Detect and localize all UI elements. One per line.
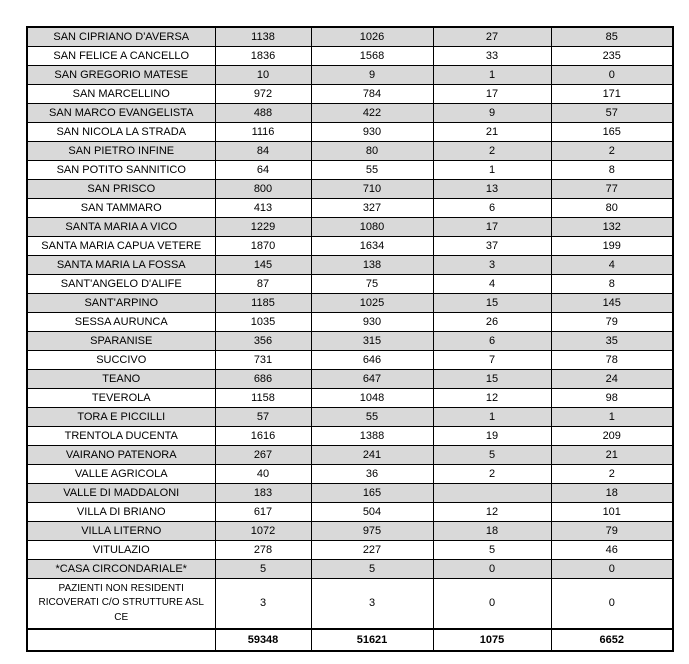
value-cell: 1026 bbox=[311, 27, 433, 47]
value-cell: 1 bbox=[433, 161, 551, 180]
value-cell: 15 bbox=[433, 370, 551, 389]
value-cell: 18 bbox=[433, 522, 551, 541]
table-row bbox=[27, 123, 673, 142]
table-row bbox=[27, 294, 673, 313]
value-cell: 80 bbox=[311, 142, 433, 161]
value-cell: 87 bbox=[215, 275, 311, 294]
value-cell: 241 bbox=[311, 446, 433, 465]
table-row bbox=[27, 256, 673, 275]
value-cell: 930 bbox=[311, 123, 433, 142]
value-cell: 55 bbox=[311, 161, 433, 180]
municipality-name-cell: SAN CIPRIANO D'AVERSA bbox=[27, 27, 215, 47]
value-cell: 1836 bbox=[215, 47, 311, 66]
value-cell: 315 bbox=[311, 332, 433, 351]
value-cell: 647 bbox=[311, 370, 433, 389]
municipality-name-cell: SANTA MARIA LA FOSSA bbox=[27, 256, 215, 275]
value-cell: 101 bbox=[551, 503, 673, 522]
value-cell: 1 bbox=[551, 408, 673, 427]
value-cell: 132 bbox=[551, 218, 673, 237]
value-cell: 0 bbox=[551, 579, 673, 630]
value-cell: 145 bbox=[551, 294, 673, 313]
value-cell: 64 bbox=[215, 161, 311, 180]
value-cell: 10 bbox=[215, 66, 311, 85]
value-cell: 5 bbox=[311, 560, 433, 579]
value-cell: 1048 bbox=[311, 389, 433, 408]
table-row bbox=[27, 237, 673, 256]
value-cell: 972 bbox=[215, 85, 311, 104]
table-row bbox=[27, 484, 673, 503]
value-cell: 731 bbox=[215, 351, 311, 370]
municipality-name-cell: SANTA MARIA CAPUA VETERE bbox=[27, 237, 215, 256]
municipality-name-cell: SAN NICOLA LA STRADA bbox=[27, 123, 215, 142]
table-row bbox=[27, 465, 673, 484]
value-cell: 21 bbox=[551, 446, 673, 465]
value-cell: 17 bbox=[433, 218, 551, 237]
value-cell: 1158 bbox=[215, 389, 311, 408]
value-cell: 57 bbox=[215, 408, 311, 427]
table-row bbox=[27, 522, 673, 541]
municipality-name-cell: VALLE AGRICOLA bbox=[27, 465, 215, 484]
value-cell: 17 bbox=[433, 85, 551, 104]
value-cell: 3 bbox=[311, 579, 433, 630]
municipality-name-cell: VILLA DI BRIANO bbox=[27, 503, 215, 522]
table-row bbox=[27, 560, 673, 579]
municipality-name-cell: SESSA AURUNCA bbox=[27, 313, 215, 332]
value-cell: 57 bbox=[551, 104, 673, 123]
value-cell: 5 bbox=[433, 541, 551, 560]
value-cell: 784 bbox=[311, 85, 433, 104]
municipality-name-cell: SAN PIETRO INFINE bbox=[27, 142, 215, 161]
value-cell: 1388 bbox=[311, 427, 433, 446]
value-cell: 165 bbox=[311, 484, 433, 503]
value-cell: 1634 bbox=[311, 237, 433, 256]
value-cell: 12 bbox=[433, 389, 551, 408]
value-cell: 75 bbox=[311, 275, 433, 294]
value-cell: 4 bbox=[551, 256, 673, 275]
value-cell: 19 bbox=[433, 427, 551, 446]
value-cell: 1616 bbox=[215, 427, 311, 446]
table-row bbox=[27, 351, 673, 370]
value-cell: 422 bbox=[311, 104, 433, 123]
municipality-name-cell: SAN MARCELLINO bbox=[27, 85, 215, 104]
value-cell: 235 bbox=[551, 47, 673, 66]
value-cell: 800 bbox=[215, 180, 311, 199]
value-cell: 1035 bbox=[215, 313, 311, 332]
value-cell: 85 bbox=[551, 27, 673, 47]
table-row bbox=[27, 313, 673, 332]
value-cell: 77 bbox=[551, 180, 673, 199]
value-cell: 488 bbox=[215, 104, 311, 123]
value-cell: 1568 bbox=[311, 47, 433, 66]
table-body bbox=[27, 27, 673, 629]
value-cell: 2 bbox=[433, 142, 551, 161]
table-row bbox=[27, 332, 673, 351]
value-cell: 5 bbox=[215, 560, 311, 579]
table-row bbox=[27, 541, 673, 560]
value-cell: 3 bbox=[433, 256, 551, 275]
value-cell: 7 bbox=[433, 351, 551, 370]
table-row bbox=[27, 27, 673, 47]
table-row bbox=[27, 446, 673, 465]
table-row bbox=[27, 66, 673, 85]
value-cell: 79 bbox=[551, 522, 673, 541]
municipality-name-cell: VAIRANO PATENORA bbox=[27, 446, 215, 465]
table-row bbox=[27, 408, 673, 427]
value-cell: 6 bbox=[433, 199, 551, 218]
value-cell: 1080 bbox=[311, 218, 433, 237]
value-cell: 5 bbox=[433, 446, 551, 465]
value-cell: 267 bbox=[215, 446, 311, 465]
value-cell: 710 bbox=[311, 180, 433, 199]
value-cell: 3 bbox=[215, 579, 311, 630]
municipality-name-cell: SAN MARCO EVANGELISTA bbox=[27, 104, 215, 123]
table-row bbox=[27, 503, 673, 522]
value-cell bbox=[433, 484, 551, 503]
value-cell: 171 bbox=[551, 85, 673, 104]
value-cell: 183 bbox=[215, 484, 311, 503]
value-cell: 27 bbox=[433, 27, 551, 47]
totals-value-cell: 51621 bbox=[311, 629, 433, 651]
value-cell: 1870 bbox=[215, 237, 311, 256]
municipality-name-cell: SPARANISE bbox=[27, 332, 215, 351]
municipality-name-cell: VILLA LITERNO bbox=[27, 522, 215, 541]
value-cell: 504 bbox=[311, 503, 433, 522]
table-row bbox=[27, 85, 673, 104]
value-cell: 975 bbox=[311, 522, 433, 541]
value-cell: 98 bbox=[551, 389, 673, 408]
value-cell: 646 bbox=[311, 351, 433, 370]
value-cell: 37 bbox=[433, 237, 551, 256]
municipality-name-cell: TORA E PICCILLI bbox=[27, 408, 215, 427]
value-cell: 165 bbox=[551, 123, 673, 142]
value-cell: 80 bbox=[551, 199, 673, 218]
value-cell: 26 bbox=[433, 313, 551, 332]
table-row bbox=[27, 275, 673, 294]
value-cell: 9 bbox=[311, 66, 433, 85]
value-cell: 686 bbox=[215, 370, 311, 389]
value-cell: 46 bbox=[551, 541, 673, 560]
value-cell: 21 bbox=[433, 123, 551, 142]
value-cell: 0 bbox=[433, 579, 551, 630]
value-cell: 930 bbox=[311, 313, 433, 332]
value-cell: 327 bbox=[311, 199, 433, 218]
municipality-name-cell: SUCCIVO bbox=[27, 351, 215, 370]
value-cell: 79 bbox=[551, 313, 673, 332]
municipality-name-cell: SAN GREGORIO MATESE bbox=[27, 66, 215, 85]
table-row bbox=[27, 104, 673, 123]
table-row bbox=[27, 161, 673, 180]
table-row bbox=[27, 427, 673, 446]
value-cell: 24 bbox=[551, 370, 673, 389]
value-cell: 12 bbox=[433, 503, 551, 522]
value-cell: 8 bbox=[551, 161, 673, 180]
value-cell: 40 bbox=[215, 465, 311, 484]
value-cell: 278 bbox=[215, 541, 311, 560]
value-cell: 138 bbox=[311, 256, 433, 275]
municipality-name-cell: TRENTOLA DUCENTA bbox=[27, 427, 215, 446]
totals-empty-cell bbox=[27, 629, 215, 651]
value-cell: 413 bbox=[215, 199, 311, 218]
municipality-name-cell: TEVEROLA bbox=[27, 389, 215, 408]
value-cell: 2 bbox=[551, 465, 673, 484]
totals-row bbox=[27, 629, 673, 651]
value-cell: 55 bbox=[311, 408, 433, 427]
municipality-name-cell: SAN FELICE A CANCELLO bbox=[27, 47, 215, 66]
totals-value-cell: 1075 bbox=[433, 629, 551, 651]
table-row bbox=[27, 579, 673, 630]
value-cell: 145 bbox=[215, 256, 311, 275]
municipality-name-cell: SAN TAMMARO bbox=[27, 199, 215, 218]
totals-value-cell: 59348 bbox=[215, 629, 311, 651]
value-cell: 0 bbox=[551, 560, 673, 579]
value-cell: 2 bbox=[551, 142, 673, 161]
value-cell: 9 bbox=[433, 104, 551, 123]
value-cell: 1116 bbox=[215, 123, 311, 142]
table-footer bbox=[27, 629, 673, 651]
municipality-name-cell: PAZIENTI NON RESIDENTI RICOVERATI C/O STRUTTURE ASL CE bbox=[27, 579, 215, 630]
value-cell: 84 bbox=[215, 142, 311, 161]
municipality-name-cell: VITULAZIO bbox=[27, 541, 215, 560]
municipality-name-cell: TEANO bbox=[27, 370, 215, 389]
value-cell: 33 bbox=[433, 47, 551, 66]
value-cell: 1185 bbox=[215, 294, 311, 313]
value-cell: 18 bbox=[551, 484, 673, 503]
value-cell: 1025 bbox=[311, 294, 433, 313]
value-cell: 0 bbox=[433, 560, 551, 579]
value-cell: 1 bbox=[433, 408, 551, 427]
table-row bbox=[27, 370, 673, 389]
table-row bbox=[27, 180, 673, 199]
value-cell: 4 bbox=[433, 275, 551, 294]
value-cell: 617 bbox=[215, 503, 311, 522]
municipality-name-cell: SANT'ANGELO D'ALIFE bbox=[27, 275, 215, 294]
totals-value-cell: 6652 bbox=[551, 629, 673, 651]
value-cell: 13 bbox=[433, 180, 551, 199]
value-cell: 1 bbox=[433, 66, 551, 85]
value-cell: 227 bbox=[311, 541, 433, 560]
value-cell: 356 bbox=[215, 332, 311, 351]
value-cell: 1138 bbox=[215, 27, 311, 47]
table-row bbox=[27, 199, 673, 218]
table-row bbox=[27, 142, 673, 161]
municipality-name-cell: SANT'ARPINO bbox=[27, 294, 215, 313]
table-row bbox=[27, 389, 673, 408]
value-cell: 1229 bbox=[215, 218, 311, 237]
value-cell: 0 bbox=[551, 66, 673, 85]
value-cell: 2 bbox=[433, 465, 551, 484]
municipality-table bbox=[26, 26, 674, 652]
value-cell: 1072 bbox=[215, 522, 311, 541]
value-cell: 35 bbox=[551, 332, 673, 351]
municipality-name-cell: SAN PRISCO bbox=[27, 180, 215, 199]
table-row bbox=[27, 218, 673, 237]
municipality-name-cell: SAN POTITO SANNITICO bbox=[27, 161, 215, 180]
value-cell: 209 bbox=[551, 427, 673, 446]
municipality-name-cell: VALLE DI MADDALONI bbox=[27, 484, 215, 503]
value-cell: 78 bbox=[551, 351, 673, 370]
municipality-name-cell: *CASA CIRCONDARIALE* bbox=[27, 560, 215, 579]
municipality-name-cell: SANTA MARIA A VICO bbox=[27, 218, 215, 237]
value-cell: 36 bbox=[311, 465, 433, 484]
value-cell: 8 bbox=[551, 275, 673, 294]
value-cell: 15 bbox=[433, 294, 551, 313]
value-cell: 6 bbox=[433, 332, 551, 351]
table-row bbox=[27, 47, 673, 66]
value-cell: 199 bbox=[551, 237, 673, 256]
